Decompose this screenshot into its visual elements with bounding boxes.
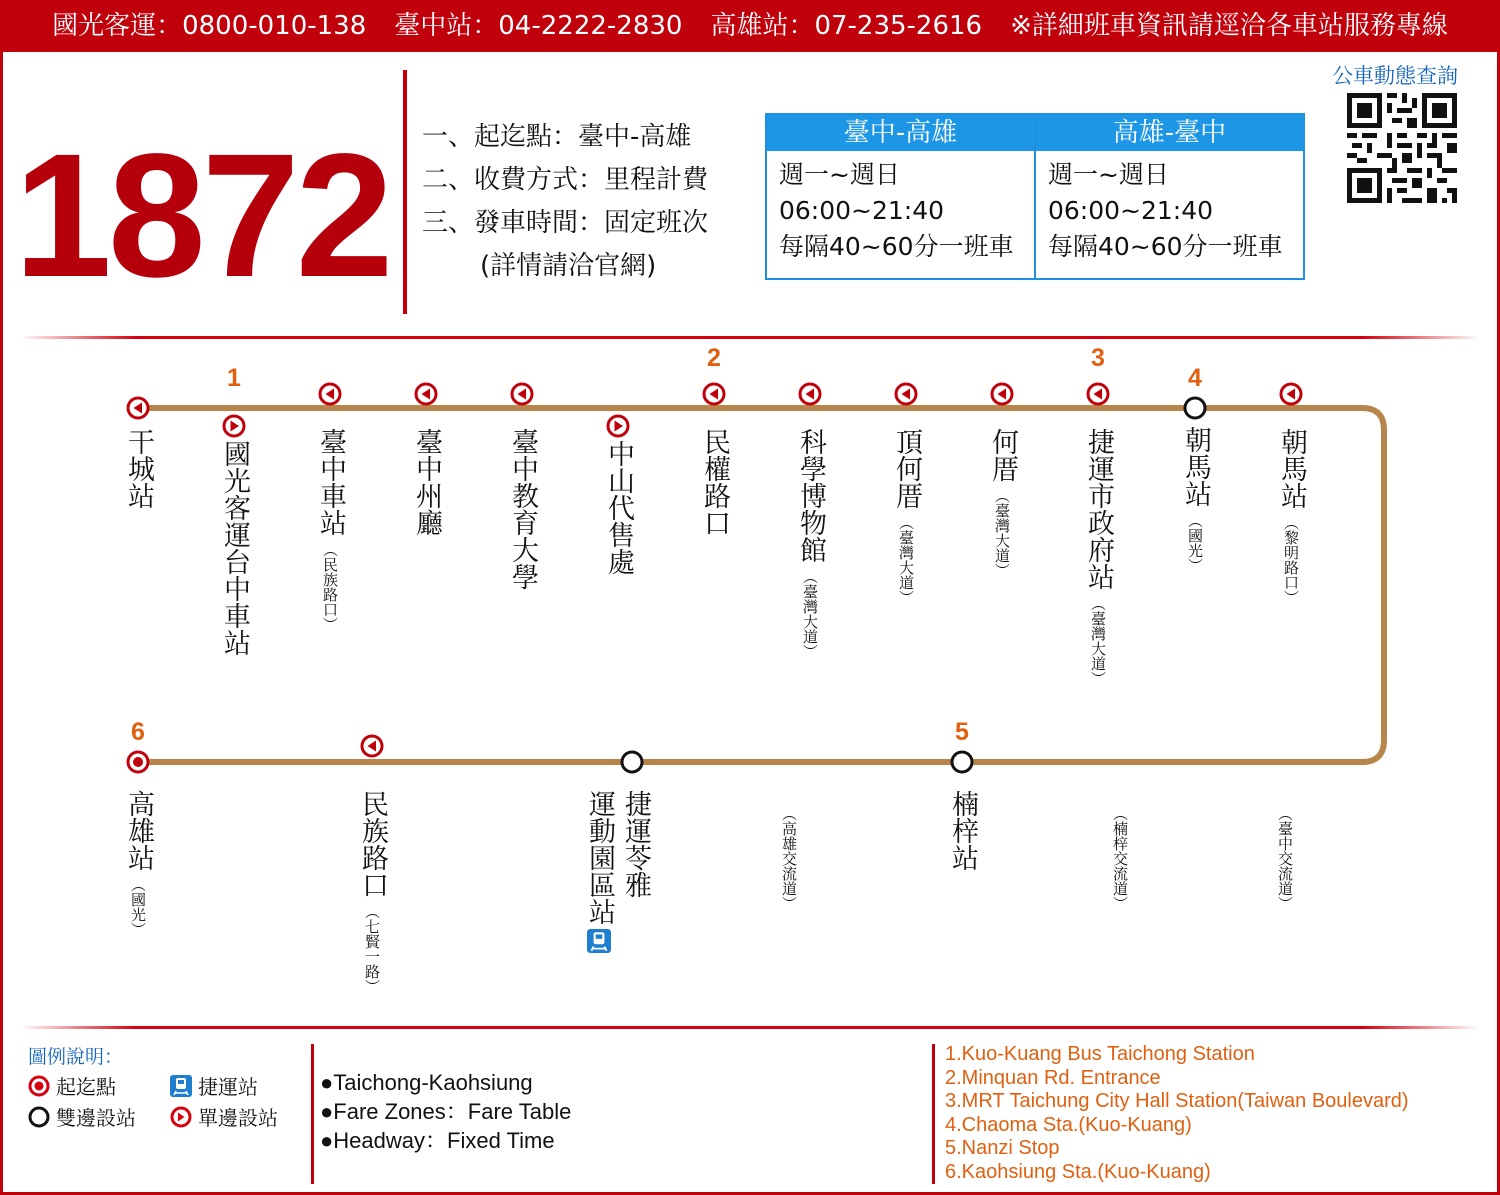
legend-terminal-label: 起迄點 xyxy=(56,1075,116,1099)
stop-number: 1 xyxy=(227,364,241,392)
separator xyxy=(20,336,1480,339)
legend-both-label: 雙邊設站 xyxy=(56,1106,136,1130)
stop-marker xyxy=(1281,384,1301,404)
stop-name: 頂何厝 xyxy=(891,428,922,509)
stop-notes xyxy=(945,1043,1409,1184)
stop-name: 何厝 xyxy=(987,428,1018,482)
stop-name: 捷運市政府站 xyxy=(1083,428,1114,590)
stop-label xyxy=(584,790,650,953)
stop-marker xyxy=(704,384,724,404)
legend-oneway-label: 單邊設站 xyxy=(198,1106,278,1130)
schedule-column xyxy=(767,115,1034,278)
stop-marker xyxy=(1185,398,1205,418)
stop-label xyxy=(507,428,537,590)
one-side-icon xyxy=(170,1106,192,1128)
both-sides-icon xyxy=(28,1106,50,1128)
note-item: 5.Nanzi Stop xyxy=(945,1137,1060,1159)
stop-note: （民族路口） xyxy=(321,542,339,632)
info-endpoints: 一、起迄點：臺中-高雄 xyxy=(422,122,692,152)
english-endpoints: ●Taichong-Kaohsiung xyxy=(320,1070,533,1095)
stop-note: （楠梓交流道） xyxy=(1111,806,1129,911)
qr-label: 公車動態查詢 xyxy=(1332,64,1458,88)
stop-label xyxy=(603,440,633,575)
stop-name: 臺中教育大學 xyxy=(507,428,538,590)
legend-mrt-label: 捷運站 xyxy=(198,1075,258,1099)
stop-marker xyxy=(800,384,820,404)
stop-name: 高雄站 xyxy=(123,790,154,871)
contact-kuokuang: 國光客運：0800-010-138 xyxy=(52,11,367,41)
stop-label xyxy=(891,428,921,605)
stop-label xyxy=(123,790,153,937)
stop-label xyxy=(123,428,153,509)
stop-marker xyxy=(622,752,642,772)
note-item: 6.Kaohsiung Sta.(Kuo-Kuang) xyxy=(945,1160,1211,1183)
english-headway: ●Headway：Fixed Time xyxy=(320,1128,555,1153)
route-map xyxy=(0,340,1500,1020)
schedule-direction: 高雄-臺中 xyxy=(1036,115,1303,151)
divider xyxy=(403,70,407,314)
stop-marker xyxy=(416,384,436,404)
stop-note: （臺灣大道） xyxy=(801,569,819,659)
stop-number: 5 xyxy=(955,718,969,746)
schedule-direction: 臺中-高雄 xyxy=(767,115,1034,151)
stop-note: （臺灣大道） xyxy=(993,488,1011,578)
stop-note: （國光） xyxy=(1186,513,1204,573)
route-number: 1872 xyxy=(14,118,390,314)
note-item: 3.MRT Taichung City Hall Station(Taiwan Boulevard) xyxy=(945,1090,1409,1112)
legend-title: 圖例說明： xyxy=(28,1046,124,1068)
schedule-hours: 06:00~21:40 xyxy=(779,196,945,225)
note-item: 4.Chaoma Sta.(Kuo-Kuang) xyxy=(945,1113,1192,1136)
schedule-body xyxy=(1036,151,1303,265)
stop-number: 6 xyxy=(131,718,145,746)
english-fare: ●Fare Zones：Fare Table xyxy=(320,1099,572,1124)
stop-label xyxy=(411,428,441,536)
schedule-interval: 每隔40~60分一班車 xyxy=(779,232,1014,261)
stop-name-line2: 運動園區站 xyxy=(584,790,615,925)
legend-mrt xyxy=(170,1071,258,1100)
contact-bar xyxy=(0,0,1500,52)
stop-label xyxy=(1180,426,1210,573)
stop-label xyxy=(780,800,798,911)
stop-name: 民族路口 xyxy=(357,790,388,898)
stop-name: 科學博物館 xyxy=(795,428,826,563)
stop-label xyxy=(1276,800,1294,911)
divider xyxy=(932,1044,935,1184)
stop-label xyxy=(947,790,977,871)
qr-code-icon[interactable] xyxy=(1347,93,1457,203)
stop-marker xyxy=(896,384,916,404)
stop-marker xyxy=(952,752,972,772)
legend-both xyxy=(28,1102,136,1131)
contact-taichung: 臺中站：04-2222-2830 xyxy=(394,11,683,41)
stop-marker xyxy=(362,736,382,756)
stop-marker xyxy=(128,398,148,418)
schedule-column xyxy=(1034,115,1303,278)
mrt-icon xyxy=(587,929,611,953)
stop-marker xyxy=(128,752,148,772)
stop-note: （高雄交流道） xyxy=(780,806,798,911)
note-item: 2.Minquan Rd. Entrance xyxy=(945,1066,1161,1089)
divider xyxy=(311,1044,314,1184)
stop-label xyxy=(987,428,1017,578)
info-website: (詳情請洽官網) xyxy=(480,251,657,281)
info-fare: 二、收費方式：里程計費 xyxy=(422,165,709,195)
stop-number: 2 xyxy=(707,344,721,372)
stop-name: 捷運苓雅 xyxy=(620,790,651,898)
stop-name: 朝馬站 xyxy=(1180,426,1211,507)
info-departure: 三、發車時間：固定班次 xyxy=(422,208,709,238)
legend-oneway xyxy=(170,1102,278,1131)
stop-name: 楠梓站 xyxy=(947,790,978,871)
stop-number: 4 xyxy=(1188,364,1202,392)
schedule-hours: 06:00~21:40 xyxy=(1048,196,1214,225)
schedule-interval: 每隔40~60分一班車 xyxy=(1048,232,1283,261)
stop-note: （國光） xyxy=(129,877,147,937)
schedule-days: 週一~週日 xyxy=(779,160,900,189)
stop-note: （七賢一路） xyxy=(363,904,381,994)
stop-note: （黎明路口） xyxy=(1282,515,1300,605)
contact-kaohsiung: 高雄站：07-235-2616 xyxy=(710,11,983,41)
separator xyxy=(20,1026,1480,1029)
stop-note: （臺灣大道） xyxy=(897,515,915,605)
stop-name: 民權路口 xyxy=(699,428,730,536)
stop-label xyxy=(1111,800,1129,911)
stop-name: 朝馬站 xyxy=(1276,428,1307,509)
schedule-days: 週一~週日 xyxy=(1048,160,1169,189)
note-item: 1.Kuo-Kuang Bus Taichong Station xyxy=(945,1043,1255,1065)
stop-marker xyxy=(1088,384,1108,404)
contact-note: ※詳細班車資訊請逕洽各車站服務專線 xyxy=(1010,11,1448,41)
schedule-table xyxy=(765,113,1305,280)
stop-label xyxy=(1276,428,1306,605)
stop-label xyxy=(357,790,387,994)
stop-label xyxy=(315,428,345,632)
stop-name: 中山代售處 xyxy=(603,440,634,575)
stop-note: （臺灣大道） xyxy=(1089,596,1107,686)
stop-name: 國光客運台中車站 xyxy=(219,440,250,656)
legend-terminal xyxy=(28,1071,116,1100)
schedule-body xyxy=(767,151,1034,265)
stop-marker xyxy=(512,384,532,404)
stop-note: （臺中交流道） xyxy=(1276,806,1294,911)
route-info xyxy=(422,116,708,288)
stop-name: 臺中車站 xyxy=(315,428,346,536)
stop-marker xyxy=(992,384,1012,404)
stop-marker xyxy=(320,384,340,404)
stop-number: 3 xyxy=(1091,344,1105,372)
stop-marker xyxy=(224,416,244,436)
english-info xyxy=(320,1068,571,1155)
stop-label xyxy=(1083,428,1113,686)
terminal-icon xyxy=(28,1075,50,1097)
stop-label xyxy=(699,428,729,536)
stop-label xyxy=(219,440,249,656)
stop-name: 臺中州廳 xyxy=(411,428,442,536)
mrt-icon xyxy=(170,1075,192,1097)
stop-label xyxy=(795,428,825,659)
stop-marker xyxy=(608,416,628,436)
stop-name: 干城站 xyxy=(123,428,154,509)
